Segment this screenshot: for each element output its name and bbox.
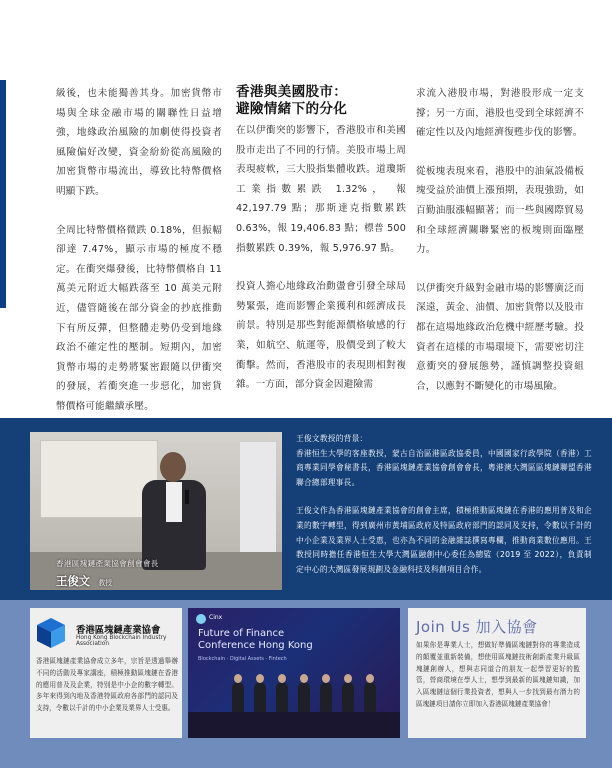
speaker-bio (296, 432, 592, 591)
conference-photo (188, 608, 400, 738)
photo-caption-name (56, 570, 112, 589)
section-title-line-2: 避險情緒下的分化 (236, 101, 348, 117)
speaker-title: 教授 (98, 579, 113, 587)
conference-logo-text: Cinx (209, 614, 223, 621)
microphone-icon (185, 490, 189, 504)
conference-logo-icon (196, 614, 206, 624)
photo-caption-role: 香港區塊鏈產業協會創會會長 (56, 559, 159, 568)
article-column-3 (416, 84, 584, 415)
bio-heading: 王俊文教授的背景： (296, 434, 368, 443)
association-name-en: Hong Kong Blockchain Industry Association (76, 635, 167, 647)
article-column-2 (236, 84, 406, 414)
photo-banner (240, 442, 276, 562)
col3-paragraph-1: 求流入港股市場，對港股形成一定支撐；另一方面，港股也受到全球經濟不確定性以及內地經濟復甦步伐的影響。 (416, 88, 584, 139)
conference-stage (188, 712, 400, 738)
join-text: 如果你是專業人士，想做好準備區塊鏈對你的專業造成的顛覆並重新裝備，想使用區塊鏈技術創新產業升級區塊鏈創辦人，想與志同道合的朋友一起學習更好的監管，營商環境在學人士，想學到最新的區塊鏈知識，加入區塊鏈這個行業投資者，想與人一步找到最有潛力的區塊鏈項目請你立即加入香港區塊鏈產業協會！ (416, 641, 580, 708)
photo-projection-screen (40, 440, 158, 518)
col3-paragraph-3: 以伊衝突升級對金融市場的影響廣泛而深遠，黃金、油價、加密貨幣以及股市都在這場地緣政治危機中經歷考驗。投資者在這樣的市場環境下，需要密切注意衝突的發展態勢，謹慎調整投資組合，以應對不斷變化的市場風險。 (416, 282, 584, 392)
side-accent-bar (0, 80, 6, 308)
conference-subtitle: Blockchain · Digital Assets · Fintech (198, 656, 287, 662)
conference-title-line-1: Future of Finance (198, 628, 285, 639)
article-column-1 (56, 84, 222, 436)
speaker-name: 王俊文 (56, 574, 91, 588)
speaker-photo (30, 432, 282, 590)
section-title-line-1: 香港與美國股市： (236, 84, 348, 100)
association-description: 香港區塊鏈產業協會成立多年，宗旨是透過舉辦不同的活動及專家講座，積極推動區塊鏈在香港的應用普及及企業，特別是中小企的數字轉型。多年來得到內地及香港特區政府各部門的認同及支持，令數以千計的中小企業及業界人士受惠。 (36, 657, 178, 713)
col2-paragraph-1: 在以伊衝突的影響下，香港股市和美國股市走出了不同的行情。美股市場上周表現疲軟，三大股指集體收跌。道瓊斯工業指數累跌 1.32%， 報 42,197.79 點；那斯達克指數累跌 0.63%，報 19,406.83 點；標普 500 指數累跌 0.39%，報 5,976.97 點。 (236, 125, 406, 254)
photo-speaker-shirt (166, 482, 182, 522)
association-name-zh: 香港區塊鏈產業協會 (76, 625, 161, 636)
join-panel (408, 608, 586, 738)
section-title (236, 84, 406, 118)
join-title: Join Us 加入協會 (416, 618, 538, 636)
bio-paragraph-1: 香港恒生大學的客座教授，蒙古自治區港區政協委員，中國國家行政學院（香港）工商專業同學會秘書長，香港區塊鏈產業協會創會會長，粵港澳大灣區區塊鏈聯盟香港聯合總部理事長。 (296, 448, 592, 487)
col3-paragraph-2: 從板塊表現來看，港股中的油氣設備板塊受益於油價上漲預期，表現強勁，如百勤油服漲幅顯著；而一些與國際貿易和全球經濟關聯緊密的板塊則面臨壓力。 (416, 165, 584, 256)
association-panel (30, 608, 182, 738)
photo-speaker-head (160, 452, 186, 482)
conference-title (198, 628, 313, 651)
association-logo-icon (34, 616, 68, 650)
col1-paragraph-1: 級後，也未能獨善其身。加密貨幣市場與全球金融市場的關聯性日益增強，地緣政治風險的加劇使得投資者風險偏好改變，資金紛紛從高風險的加密貨幣市場流出，導致比特幣價格明顯下跌。 (56, 88, 222, 197)
col1-paragraph-2: 全周比特幣價格微跌 0.18%，但振幅卻達 7.47%，顯示市場的極度不穩定。在衝突爆發後，比特幣價格自 11 萬美元附近大幅跌落至 10 萬美元附近，儘管隨後在部分資金的抄底推動下有所反彈，但整體走勢仍受到地緣政治不確定性的壓制。短期內，加密貨幣市場的走勢將緊密跟隨以伊衝突的發展，若衝突進一步惡化，加密貨幣價格可能繼續承壓。 (56, 224, 222, 412)
conference-title-line-2: Conference Hong Kong (198, 639, 313, 651)
col2-paragraph-2: 投資人擔心地緣政治動盪會引發全球局勢緊張，進而影響企業獲利和經濟成長前景。特別是那些對能源價格敏感的行業，如航空、航運等，股價受到了較大衝擊。然而，香港股市的表現則相對複雜。一方面，部分資金因避險需 (236, 281, 406, 391)
bio-paragraph-2: 王俊文作為香港區塊鏈產業協會的創會主席，積極推動區塊鏈在香港的應用普及和企業的數字轉型，得到廣州市黃埔區政府及特區政府部門的認同及支持，令數以千計的中小企業及業界人士受惠，也亦為不同的金融雜誌撰寫專欄，推動商業數位應用。王教授同時擔任香港恒生大學大灣區融創中心委任為總監（2019 至 2022），負責制定中心的大灣區發展規劃及金融科技及科創項目合作。 (296, 506, 592, 574)
